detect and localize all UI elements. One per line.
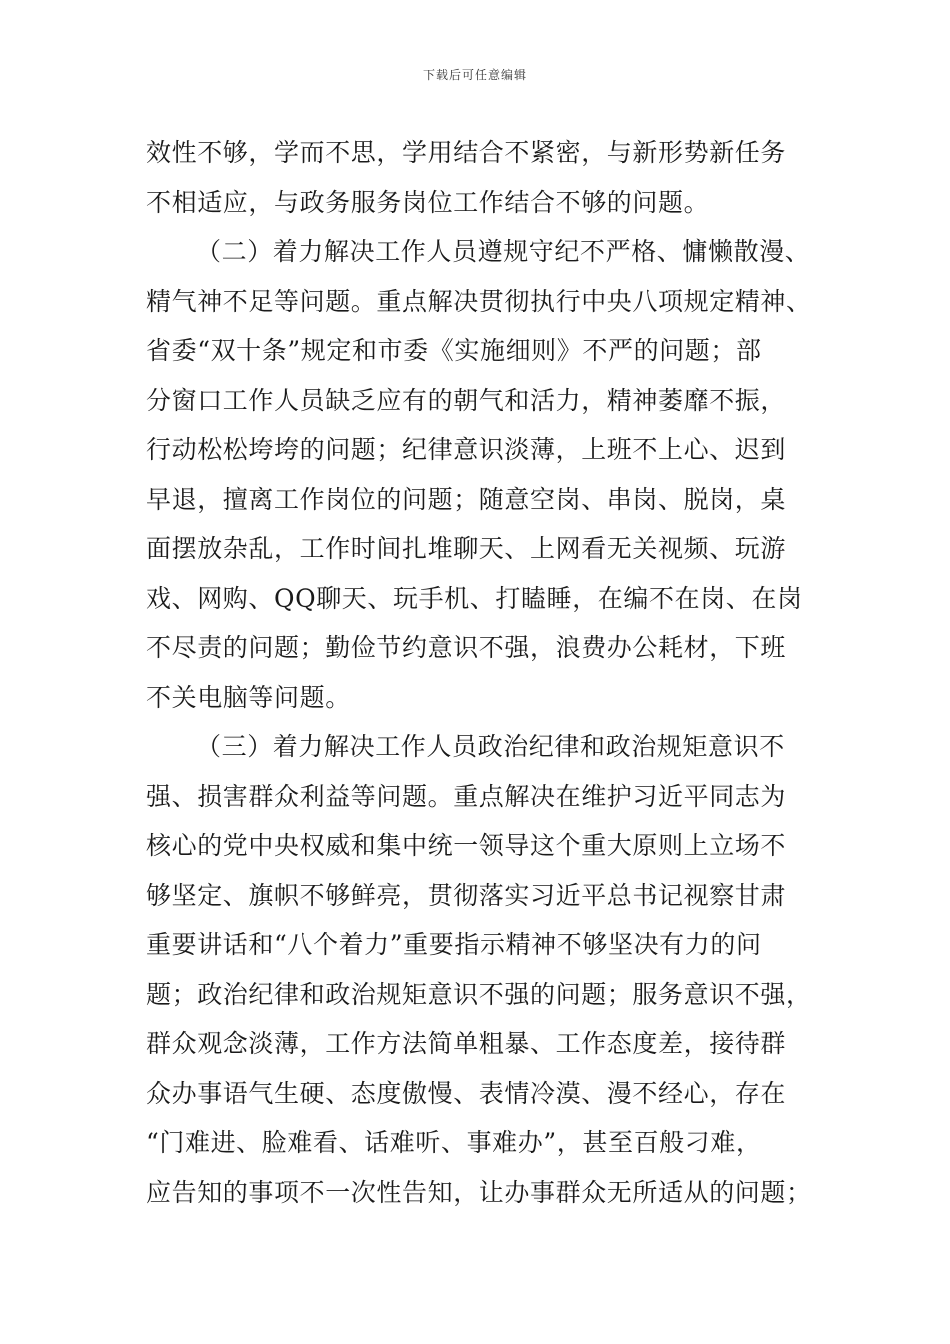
text-line: 题；政治纪律和政治规矩意识不强的问题；服务意识不强， <box>146 979 812 1009</box>
text-line: 不关电脑等问题。 <box>146 682 351 712</box>
text-line: 不相适应，与政务服务岗位工作结合不够的问题。 <box>146 187 710 217</box>
section-two-heading-line: （二）着力解决工作人员遵规守纪不严格、慵懒散漫、 <box>196 237 811 266</box>
text-line: 不尽责的问题；勤俭节约意识不强，浪费办公耗材，下班 <box>146 633 787 662</box>
text-line: 早退，擅离工作岗位的问题；随意空岗、串岗、脱岗，桌 <box>146 484 787 514</box>
text-line: “门难进、脸难看、话难听、事难办”，甚至百般刁难， <box>146 1128 762 1157</box>
document-body <box>146 128 812 1217</box>
text-line: 群众观念淡薄，工作方法简单粗暴、工作态度差，接待群 <box>146 1029 787 1058</box>
text-line: 省委“双十条”规定和市委《实施细则》不严的问题；部 <box>146 336 762 365</box>
text-line: 核心的党中央权威和集中统一领导这个重大原则上立场不 <box>146 831 787 860</box>
text-line: 面摆放杂乱，工作时间扎堆聊天、上网看无关视频、玩游 <box>146 534 787 563</box>
text-line: 众办事语气生硬、态度傲慢、表情冷漠、漫不经心，存在 <box>146 1078 787 1108</box>
text-line: 戏、网购、QQ聊天、玩手机、打瞌睡，在编不在岗、在岗 <box>146 583 803 613</box>
text-line: 行动松松垮垮的问题；纪律意识淡薄，上班不上心、迟到 <box>146 435 787 464</box>
page-header: 下载后可任意编辑 <box>422 68 527 82</box>
text-line: 精气神不足等问题。重点解决贯彻执行中央八项规定精神、 <box>146 286 812 316</box>
text-line: 强、损害群众利益等问题。重点解决在维护习近平同志为 <box>146 781 787 811</box>
text-line: 够坚定、旗帜不够鲜亮，贯彻落实习近平总书记视察甘肃 <box>146 880 787 910</box>
text-line: 重要讲话和“八个着力”重要指示精神不够坚决有力的问 <box>146 930 762 959</box>
text-line: 分窗口工作人员缺乏应有的朝气和活力，精神萎靡不振， <box>146 385 787 415</box>
text-line: 效性不够，学而不思，学用结合不紧密，与新形势新任务 <box>146 138 787 167</box>
text-line: 应告知的事项不一次性告知，让办事群众无所适从的问题； <box>146 1177 812 1207</box>
section-three-heading-line: （三）着力解决工作人员政治纪律和政治规矩意识不 <box>196 732 785 761</box>
